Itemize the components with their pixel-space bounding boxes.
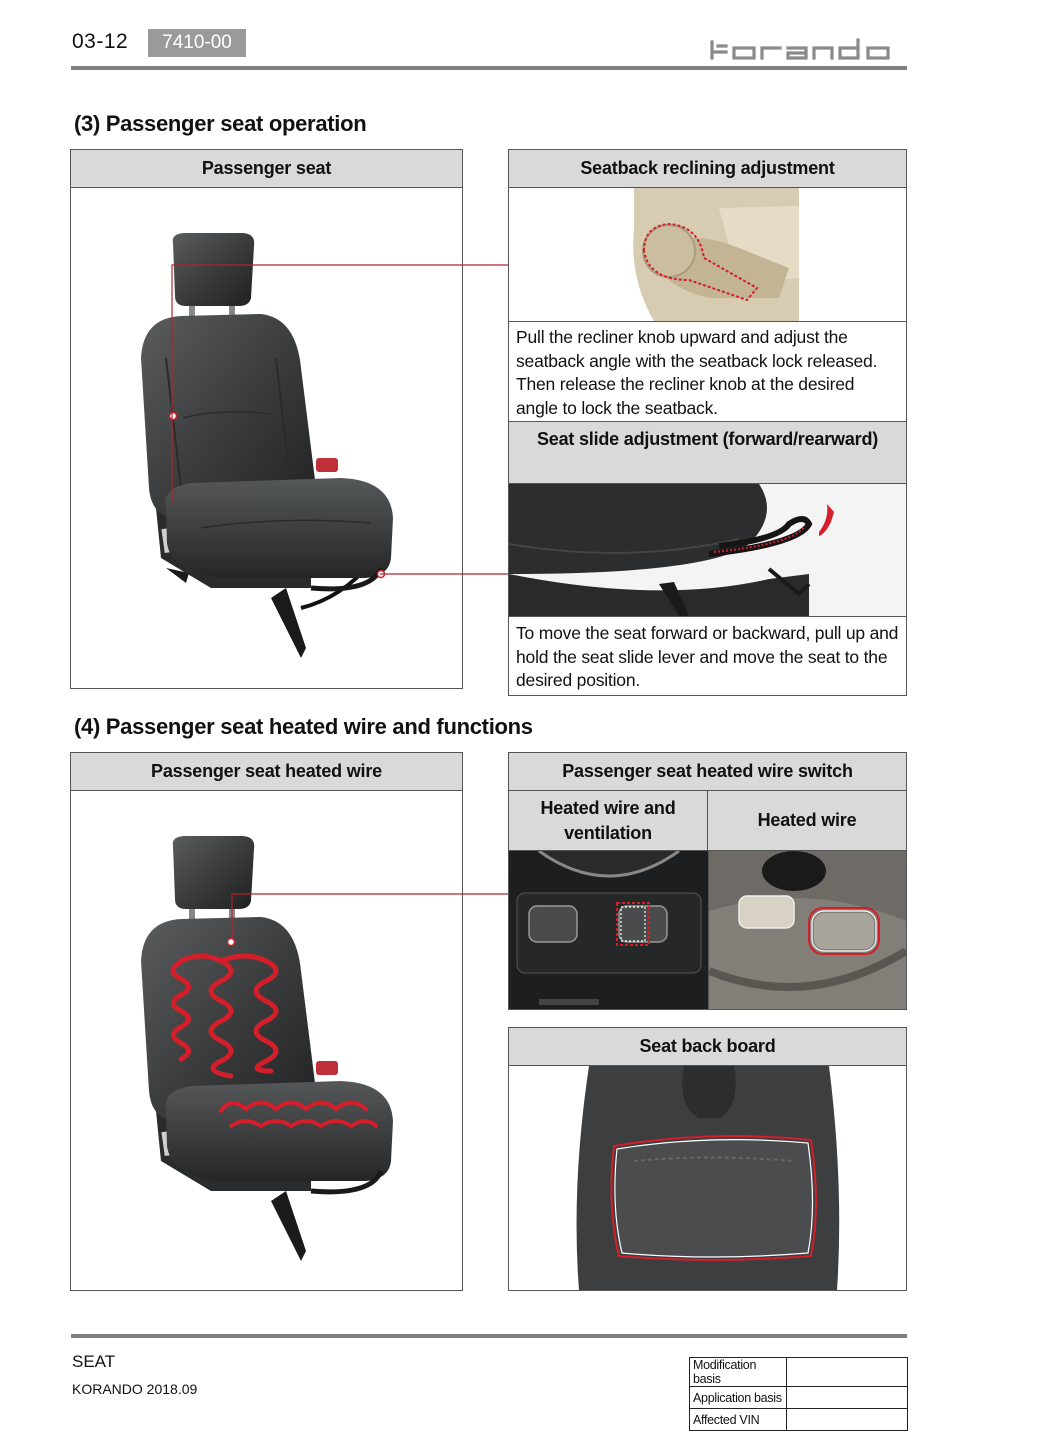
page-number: 03-12 [72, 30, 129, 53]
recline-description: Pull the recliner knob upward and adjust the seatback angle with the seatback lock released. Then release the recliner knob at the desired angle to lock the seatback. [516, 327, 878, 418]
table-row [690, 1358, 908, 1387]
heated-wire-header: Passenger seat heated wire [71, 753, 462, 791]
table-row [690, 1387, 908, 1409]
switch-col-heated-wire-label: Heated wire [708, 791, 906, 851]
passenger-seat-header: Passenger seat [71, 150, 462, 188]
footer-title: SEAT [72, 1352, 116, 1371]
revision-value [787, 1358, 908, 1387]
revision-value [787, 1409, 908, 1431]
section-4-title: (4) Passenger seat heated wire and functions [74, 714, 533, 739]
revision-label: Modification basis [690, 1358, 787, 1387]
seat-back-board-panel [508, 1027, 907, 1291]
slide-description: To move the seat forward or backward, pull up and hold the seat slide lever and move the seat to the desired position. [516, 623, 899, 690]
slide-header: Seat slide adjustment (forward/rearward) [509, 422, 906, 484]
revision-value [787, 1387, 908, 1409]
switch-col-heated-ventilation-label: Heated wire and ventilation [509, 791, 708, 851]
footer-subtitle: KORANDO 2018.09 [72, 1381, 198, 1397]
section-3-title: (3) Passenger seat operation [74, 111, 367, 136]
heated-wire-switch-header: Passenger seat heated wire switch [509, 753, 906, 791]
seat-back-board-header: Seat back board [509, 1028, 906, 1066]
seat-back-board-image [509, 1066, 906, 1290]
section-3-callout-lines [0, 0, 1056, 720]
section-4-callout-line [0, 860, 1056, 940]
revision-label: Application basis [690, 1387, 787, 1409]
section-code-badge: 7410-00 [148, 29, 246, 57]
recline-header: Seatback reclining adjustment [509, 150, 906, 188]
heated-wire-panel [70, 752, 463, 1291]
footer-rule [71, 1334, 907, 1338]
revision-table [689, 1357, 908, 1431]
revision-label: Affected VIN [690, 1409, 787, 1431]
table-row [690, 1409, 908, 1431]
